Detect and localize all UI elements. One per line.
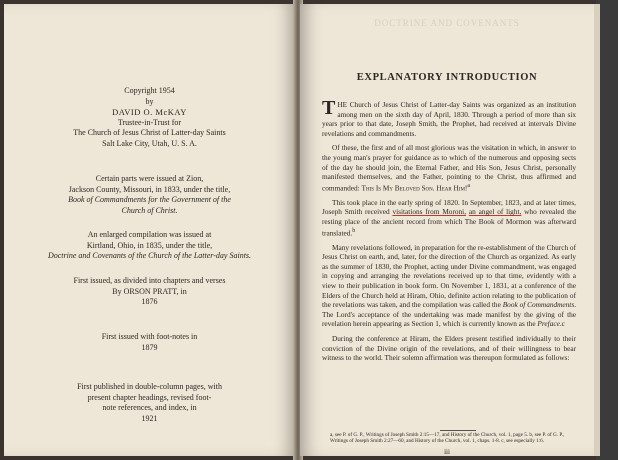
pratt-line-1: First issued, as divided into chapters and verses: [73, 276, 226, 285]
pratt-year: 1876: [141, 297, 158, 306]
book-of-commandments-title: Book of Commandments: [502, 300, 575, 310]
paragraph-1: [322, 97, 576, 138]
paragraph-2-text: Of these, the first and of all most glorious was the visitation in which, in answer to the young man's prayer for guidance as to which of the numerous and opposing sects of the day he should join, the Eternal Father, and His Son, Jesus Christ, personally manifested themselves, and the Father, pointing to the Christ, thus affirmed and commanded:: [322, 143, 576, 193]
zion-line-3: Book of Commandments for the Government of the: [68, 195, 231, 204]
paragraph-1-text: HE Church of Jesus Christ of Latter-day Saints was organized as an institution among men on the sixth day of April, 1830. Through a period of more than six years prior to that date, Joseph Smith, the Prophet, had received at intervals Divine revelations and commandments.: [322, 100, 576, 138]
copyright-role: Trustee-in-Trust for: [117, 117, 182, 127]
paragraph-4-text-b: . The Lord's acceptance of the undertaking was made manifest by the giving of the revelation herein appearing as Section 1, which is currently known as the: [322, 300, 577, 329]
copyright-church: The Church of Jesus Christ of Latter-day Saints: [73, 128, 226, 137]
double-column-year: 1921: [141, 413, 158, 423]
underlined-phrase-2: an angel of light,: [468, 207, 522, 217]
right-page: [300, 4, 594, 456]
copyright-by: by: [145, 96, 154, 106]
kirtland-line-2: Kirtland, Ohio, in 1835, under the title,: [86, 240, 213, 250]
footnote-mark-c: .c: [559, 319, 565, 329]
footnotes-line-1: First issued with foot-notes in: [101, 332, 198, 341]
footnote-rule: [440, 430, 476, 431]
zion-line-4: Church of Christ.: [121, 205, 178, 215]
zion-issue-block: [4, 174, 295, 216]
footnotes-issue-block: [4, 332, 295, 353]
pratt-line-2: By ORSON PRATT, in: [112, 286, 187, 296]
copyright-holder: DAVID O. McKAY: [112, 107, 187, 117]
underlined-phrase-1: visitations from Moroni,: [392, 207, 467, 217]
pratt-issue-block: [4, 276, 295, 308]
kirtland-line-3: Doctrine and Covenants of the Church of the Latter-day Saints.: [47, 251, 252, 260]
double-column-line-3: note references, and index, in: [102, 403, 197, 412]
paragraph-5-text: During the conference at Hiram, the Elders present testified individually to their conviction of the Divine origin of the revelations, and of their willingness to bear witness to the world. Their solemn affirmation was thereupon formulated as follows:: [322, 333, 576, 363]
footnotes-year: 1879: [141, 342, 158, 352]
zion-line-2: Jackson County, Missouri, in 1833, under the title,: [68, 184, 231, 194]
paragraph-4-text-a: Many revelations followed, in preparation for the re-establishment of the Church of Jesus Christ on earth, and, later, for the direction of the Church as organized. As early as the summer of 1830, the Prophet, acting under Divine commandment, was engaged in copying and arranging the revelations received up to that time, evidently with a view to their publication in book form. On November 1, 1831, at a conference of the Elders of the Church held at Hiram, Ohio, definite action relating to the publication of the revelations was taken, and the compilation was called the: [322, 242, 576, 310]
preface-title: Preface: [537, 319, 560, 329]
footnotes: a, see P. of G. P., Writings of Joseph Smith 2:15—17, and History of the Church, vol. 1, page 5. b, see P. of G. P., Writings of Joseph Smith 2:27—60, and History of the Church, vol. 1, chaps. 1-8. c, see especially 1:6.: [330, 432, 565, 445]
double-column-issue-block: [4, 382, 295, 424]
footnote-mark-a: a: [467, 182, 471, 189]
paragraph-3-text-a: This took place in the early spring of 1820. In September, 1823, and at later times, Joseph Smith received: [322, 197, 576, 217]
page-title: EXPLANATORY INTRODUCTION: [356, 72, 538, 83]
kirtland-issue-block: [4, 230, 295, 262]
left-page: [4, 4, 295, 456]
copyright-line: Copyright 1954: [124, 86, 175, 95]
page-edges: [594, 4, 600, 456]
show-through-heading: DOCTRINE AND COVENANTS: [374, 18, 520, 28]
paragraph-3-text-b: who revealed the resting place of the ancient record from which The Book of Mormon was afterward translated.: [322, 207, 576, 237]
kirtland-line-1: An enlarged compilation was issued at: [87, 230, 212, 239]
paragraph-3: [322, 198, 576, 238]
double-column-line-1: First published in double-column pages, with: [77, 382, 222, 391]
zion-line-1: Certain parts were issued at Zion,: [95, 174, 204, 183]
copyright-block: [4, 86, 295, 149]
page-number: iii: [444, 448, 450, 456]
introduction-body: [322, 97, 577, 368]
copyright-location: Salt Lake City, Utah, U. S. A.: [102, 138, 197, 148]
footnote-mark-b: b: [352, 227, 356, 234]
paragraph-2: [322, 143, 576, 192]
double-column-line-2: present chapter headings, revised foot-: [87, 392, 212, 402]
paragraph-5: [322, 334, 576, 363]
paragraph-4: [322, 243, 576, 329]
drop-cap: T: [322, 97, 336, 119]
divine-quote: This Is My Beloved Son. Hear Him!: [361, 183, 468, 193]
